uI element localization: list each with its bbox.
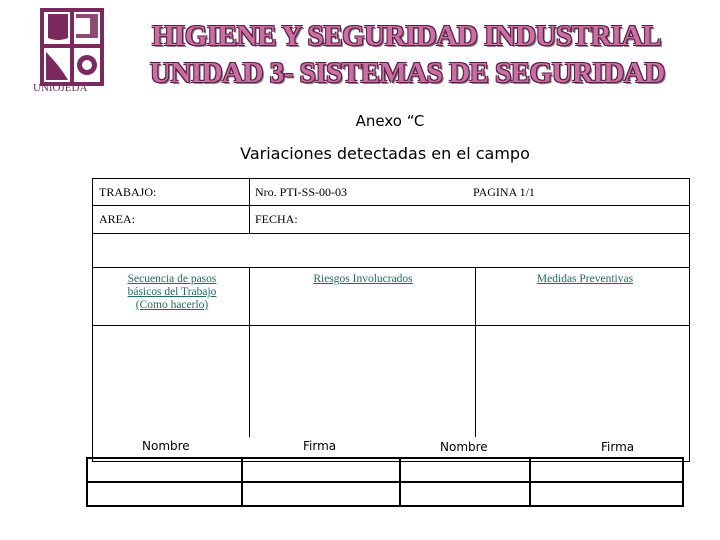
signature-label-name: Nombre xyxy=(142,439,190,453)
table-divider xyxy=(529,459,531,505)
form-divider xyxy=(249,179,250,233)
form-divider xyxy=(93,267,689,268)
column-header-measures: Medidas Preventivas xyxy=(536,273,634,285)
signature-label-name: Nombre xyxy=(440,440,488,454)
form-divider xyxy=(249,267,250,437)
trabajo-label: TRABAJO: xyxy=(99,185,157,199)
signature-label-sign: Firma xyxy=(303,439,337,453)
table-divider xyxy=(88,481,682,483)
form-divider xyxy=(93,325,689,326)
fecha-label: FECHA: xyxy=(255,212,298,226)
column-header-steps: Secuencia de pasos básicos del Trabajo (Como hacerlo) xyxy=(127,273,217,311)
annex-label: Anexo “C xyxy=(355,112,425,130)
table-divider xyxy=(241,459,243,505)
column-header-risks: Riesgos Involucrados xyxy=(313,273,413,285)
logo-text: UNIOJEDA xyxy=(33,82,88,94)
uniojeda-logo-icon xyxy=(40,8,104,86)
signature-label-sign: Firma xyxy=(601,440,635,454)
form-divider xyxy=(93,233,689,234)
form-divider xyxy=(475,267,476,437)
subtitle: Variaciones detectadas en el campo xyxy=(240,144,530,163)
title-line-2: UNIDAD 3- SISTEMAS DE SEGURIDAD xyxy=(150,57,665,89)
pagina-label: PAGINA 1/1 xyxy=(473,185,535,199)
signature-table xyxy=(86,457,684,507)
nro-label: Nro. PTI-SS-00-03 xyxy=(255,185,347,199)
form-divider xyxy=(93,205,689,206)
area-label: AREA: xyxy=(99,212,135,226)
hazard-form xyxy=(92,178,690,462)
title-line-1: HIGIENE Y SEGURIDAD INDUSTRIAL xyxy=(152,20,661,52)
table-divider xyxy=(399,459,401,505)
